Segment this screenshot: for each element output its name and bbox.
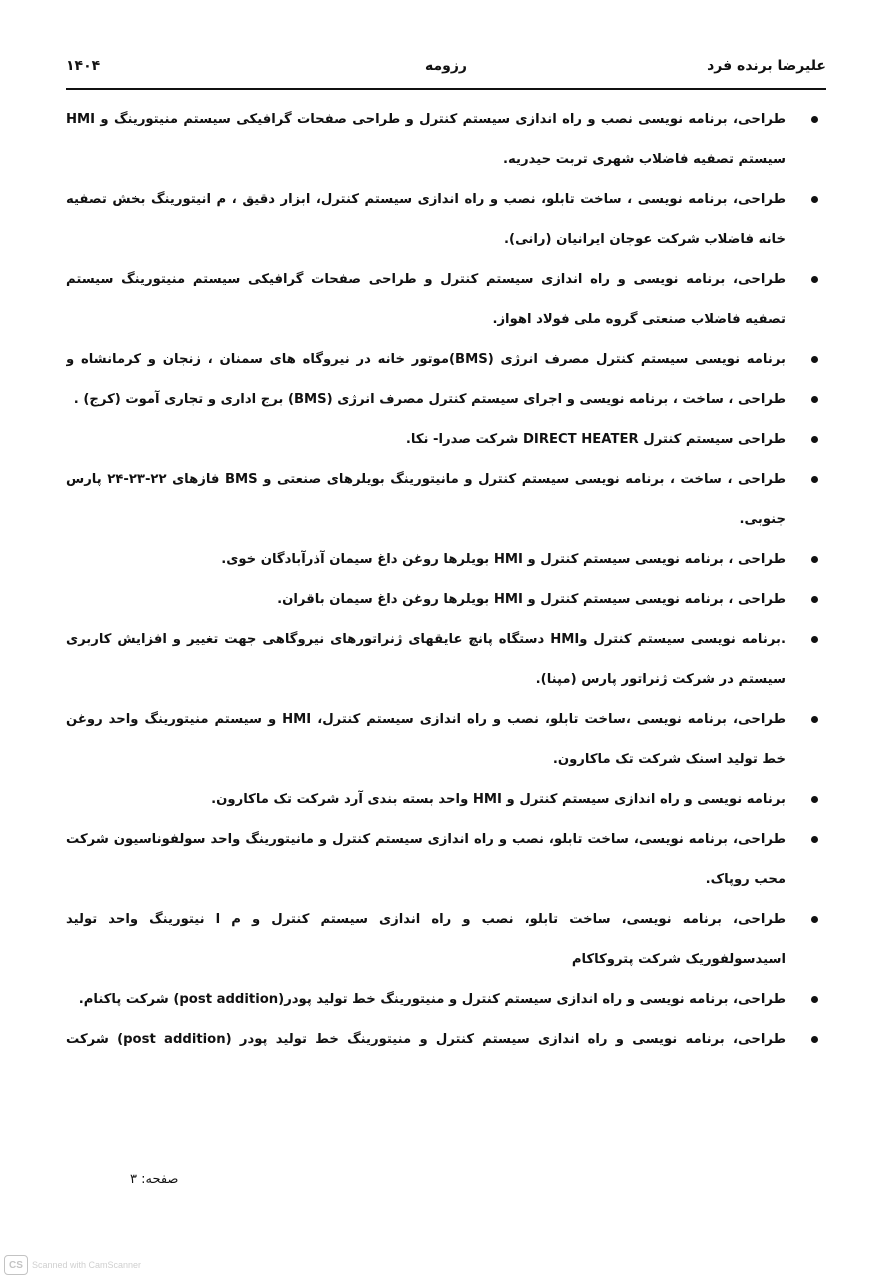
project-item: طراحی، برنامه نویسی نصب و راه اندازی سیستم کنترل و طراحی صفحات گرافیکی سیستم منیتورینگ و HMI سیستم تصفیه فاضلاب شهری تربت حیدریه. xyxy=(66,100,826,180)
project-item: .برنامه نویسی سیستم کنترل وHMI دستگاه پانچ عایقهای ژنراتورهای نیروگاهی جهت تغییر و افزایش کاربری سیستم در شرکت ژنراتور پارس (مپنا). xyxy=(66,620,826,700)
project-item: طراحی ، برنامه نویسی سیستم کنترل و HMI بویلرها روغن داغ سیمان آذرآبادگان خوی. xyxy=(66,540,826,580)
project-item: برنامه نویسی سیستم کنترل مصرف انرژی (BMS)موتور خانه در نیروگاه های سمنان ، زنجان و کرمانشاه و xyxy=(66,340,826,380)
project-item: طراحی، برنامه نویسی و راه اندازی سیستم کنترل و طراحی صفحات گرافیکی سیستم منیتورینگ سیستم تصفیه فاضلاب صنعتی گروه ملی فولاد اهواز. xyxy=(66,260,826,340)
document-title: رزومه xyxy=(425,58,467,74)
document-year: ۱۴۰۴ xyxy=(66,58,101,74)
project-item: طراحی، برنامه نویسی ، ساخت تابلو، نصب و راه اندازی سیستم کنترل، ابزار دقیق ، م انیتورینگ بخش تصفیه خانه فاضلاب شرکت عوجان ایرانیان (رانی). xyxy=(66,180,826,260)
project-item: طراحی ، برنامه نویسی سیستم کنترل و HMI بویلرها روغن داغ سیمان باقران. xyxy=(66,580,826,620)
project-item: طراحی، برنامه نویسی ،ساخت تابلو، نصب و راه اندازی سیستم کنترل، HMI و سیستم منیتورینگ واحد روغن خط تولید اسنک شرکت تک ماکارون. xyxy=(66,700,826,780)
project-item: طراحی ، ساخت ، برنامه نویسی و اجرای سیستم کنترل مصرف انرژی (BMS) برج اداری و تجاری آموت (کرج) . xyxy=(66,380,826,420)
project-item: طراحی، برنامه نویسی، ساخت تابلو، نصب و راه اندازی سیستم کنترل و مانیتورینگ واحد سولفوناسیون شرکت محب روپاک. xyxy=(66,820,826,900)
camscanner-watermark xyxy=(4,1254,141,1276)
camscanner-logo-icon: CS xyxy=(4,1255,28,1275)
project-list xyxy=(66,100,826,1060)
project-item: طراحی سیستم کنترل DIRECT HEATER شرکت صدرا- نکا. xyxy=(66,420,826,460)
page-header xyxy=(66,52,826,90)
watermark-text: Scanned with CamScanner xyxy=(32,1260,142,1270)
page-number: صفحه: ۳ xyxy=(130,1172,179,1187)
project-item: طراحی ، ساخت ، برنامه نویسی سیستم کنترل و مانیتورینگ بویلرهای صنعتی و BMS فازهای ۲۲-۲۳-۲۴ پارس جنوبی. xyxy=(66,460,826,540)
project-item: طراحی، برنامه نویسی و راه اندازی سیستم کنترل و منیتورینگ خط تولید پودر (post addition) شرکت xyxy=(66,1020,826,1060)
project-item: طراحی، برنامه نویسی، ساخت تابلو، نصب و راه اندازی سیستم کنترل و م ا نیتورینگ واحد تولید اسیدسولفوریک شرکت پتروکاکام xyxy=(66,900,826,980)
project-item: برنامه نویسی و راه اندازی سیستم کنترل و HMI واحد بسته بندی آرد شرکت تک ماکارون. xyxy=(66,780,826,820)
project-item: طراحی، برنامه نویسی و راه اندازی سیستم کنترل و منیتورینگ خط تولید پودر(post addition) شرکت پاکنام. xyxy=(66,980,826,1020)
author-name: علیرضا برنده فرد xyxy=(707,58,826,74)
